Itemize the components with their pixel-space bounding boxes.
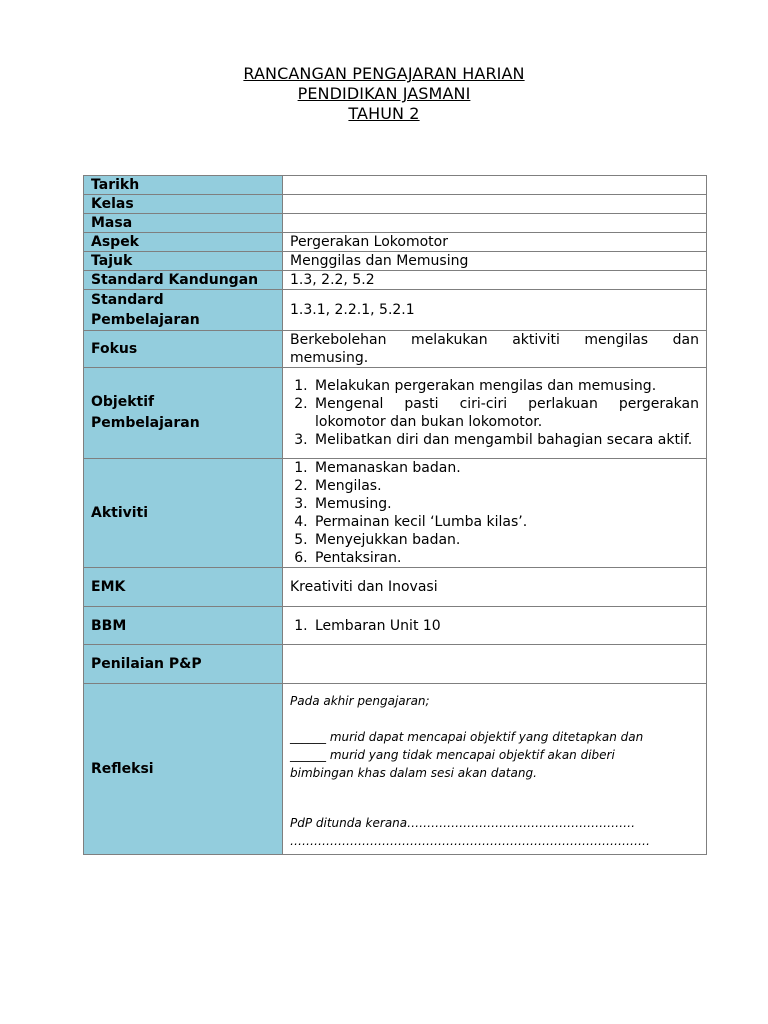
refleksi-line-3: bimbingan khas dalam sesi akan datang.: [290, 765, 537, 780]
label-masa: Masa: [84, 214, 283, 233]
row-tarikh: [84, 176, 707, 195]
value-masa[interactable]: [283, 214, 707, 233]
document-title: [0, 64, 768, 124]
label-kelas: Kelas: [84, 195, 283, 214]
row-penilaian: [84, 645, 707, 684]
refleksi-spacer: [290, 782, 699, 814]
value-penilaian[interactable]: [283, 645, 707, 684]
aktiviti-item: 2. Mengilas.: [312, 477, 699, 495]
aktiviti-list: [290, 459, 699, 567]
label-standard-kandungan: Standard Kandungan: [84, 271, 283, 290]
refleksi-pdp-2: ………………………………………………………………………………: [290, 833, 650, 848]
aktiviti-item: 1. Memanaskan badan.: [312, 459, 699, 477]
row-kelas: [84, 195, 707, 214]
row-aspek: [84, 233, 707, 252]
row-standard-kandungan: [84, 271, 707, 290]
label-objektif: [84, 368, 283, 459]
row-bbm: [84, 607, 707, 645]
value-standard-pembelajaran: 1.3.1, 2.2.1, 5.2.1: [283, 290, 707, 331]
row-fokus: [84, 331, 707, 368]
value-fokus: Berkebolehan melakukan aktiviti mengilas dan memusing.: [283, 331, 707, 368]
value-aktiviti: [283, 459, 707, 568]
aktiviti-item: 4. Permainan kecil ‘Lumba kilas’.: [312, 513, 699, 531]
value-emk: Kreativiti dan Inovasi: [283, 568, 707, 607]
value-aspek: Pergerakan Lokomotor: [283, 233, 707, 252]
label-objektif-line2: Pembelajaran: [91, 415, 200, 431]
objektif-item: 2. Mengenal pasti ciri-ciri perlakuan pergerakan lokomotor dan bukan lokomotor.: [312, 395, 699, 431]
bbm-item: 1. Lembaran Unit 10: [312, 617, 699, 635]
label-aspek: Aspek: [84, 233, 283, 252]
label-objektif-line1: Objektif: [91, 394, 155, 410]
label-standard-pembelajaran: [84, 290, 283, 331]
lesson-plan-table: [83, 175, 707, 855]
value-bbm: [283, 607, 707, 645]
objektif-list: [290, 377, 699, 449]
label-emk: EMK: [84, 568, 283, 607]
bbm-list: [290, 617, 699, 635]
title-line-1: RANCANGAN PENGAJARAN HARIAN: [243, 64, 525, 83]
refleksi-line-1: ______ murid dapat mencapai objektif yang ditetapkan dan: [290, 729, 644, 744]
title-line-2: PENDIDIKAN JASMANI: [297, 84, 471, 103]
label-aktiviti: Aktiviti: [84, 459, 283, 568]
value-tajuk: Menggilas dan Memusing: [283, 252, 707, 271]
label-fokus: Fokus: [84, 331, 283, 368]
refleksi-line-2: ______ murid yang tidak mencapai objektif akan diberi: [290, 747, 615, 762]
label-standard-pembelajaran-line1: Standard: [91, 292, 164, 308]
row-objektif: [84, 368, 707, 459]
title-line-3: TAHUN 2: [348, 104, 420, 123]
label-bbm: BBM: [84, 607, 283, 645]
row-emk: [84, 568, 707, 607]
value-tarikh[interactable]: [283, 176, 707, 195]
refleksi-pdp-1: PdP ditunda kerana…………………………………………………: [290, 815, 636, 830]
value-standard-kandungan: 1.3, 2.2, 5.2: [283, 271, 707, 290]
label-tajuk: Tajuk: [84, 252, 283, 271]
refleksi-text: [290, 689, 699, 850]
row-aktiviti: [84, 459, 707, 568]
label-tarikh: Tarikh: [84, 176, 283, 195]
row-refleksi: [84, 684, 707, 855]
row-standard-pembelajaran: [84, 290, 707, 331]
aktiviti-item: 3. Memusing.: [312, 495, 699, 513]
row-tajuk: [84, 252, 707, 271]
refleksi-intro: Pada akhir pengajaran;: [290, 693, 430, 708]
objektif-item: 1. Melakukan pergerakan mengilas dan memusing.: [312, 377, 699, 395]
aktiviti-item: 6. Pentaksiran.: [312, 549, 699, 567]
refleksi-spacer: [290, 710, 699, 728]
label-penilaian: Penilaian P&P: [84, 645, 283, 684]
label-refleksi: Refleksi: [84, 684, 283, 855]
value-refleksi: [283, 684, 707, 855]
value-objektif: [283, 368, 707, 459]
objektif-item: 3. Melibatkan diri dan mengambil bahagian secara aktif.: [312, 431, 699, 449]
aktiviti-item: 5. Menyejukkan badan.: [312, 531, 699, 549]
label-standard-pembelajaran-line2: Pembelajaran: [91, 312, 200, 328]
value-kelas[interactable]: [283, 195, 707, 214]
row-masa: [84, 214, 707, 233]
